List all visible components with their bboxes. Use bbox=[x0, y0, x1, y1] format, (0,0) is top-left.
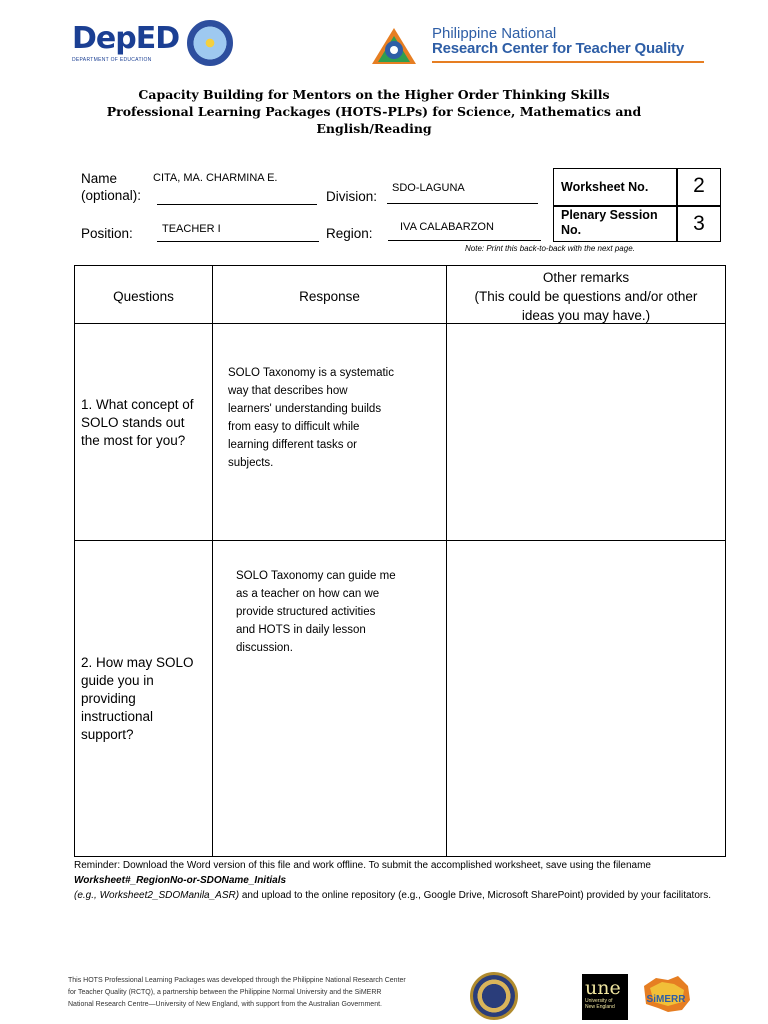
region-value: IVA CALABARZON bbox=[400, 221, 494, 233]
reminder-text: Reminder: Download the Word version of this file and work offline. To submit the accomplished worksheet, save using the filename Worksheet#_RegionNo-or-SDOName_Initials (e.g., Worksheet2_SDOManila_ASR) and upload to the online repository (e.g., Google Drive, Microsoft SharePoint) provided by your facilitators. bbox=[74, 860, 711, 901]
worksheet-label: Worksheet No. bbox=[561, 180, 649, 194]
division-label: Division: bbox=[326, 189, 378, 204]
position-underline bbox=[157, 241, 319, 242]
plenary-label: Plenary Session No. bbox=[561, 208, 658, 237]
rctq-divider bbox=[432, 61, 704, 63]
filename-example: (e.g., Worksheet2_SDOManila_ASR) bbox=[74, 890, 240, 901]
title-line-2: Professional Learning Packages (HOTS-PLPs) for Science, Mathematics and bbox=[106, 104, 642, 119]
deped-wordmark: DepED bbox=[72, 21, 180, 56]
footer-credits: This HOTS Professional Learning Packages was developed through the Philippine National Research Center for Teacher Quality (RCTQ), a partnership between the Philippine Normal University and the SiMERR National Research Centre—University of New England, with support from the Australian Government. bbox=[68, 977, 406, 1008]
position-value: TEACHER I bbox=[162, 223, 221, 235]
document-title bbox=[70, 86, 678, 137]
print-note: Note: Print this back-to-back with the next page. bbox=[465, 244, 635, 253]
simerr-logo-icon bbox=[638, 972, 694, 1018]
rctq-logo-icon bbox=[370, 26, 418, 66]
une-wordmark: une bbox=[585, 977, 621, 999]
filename-format: Worksheet#_RegionNo-or-SDOName_Initials bbox=[74, 875, 287, 886]
header-response: Response bbox=[299, 289, 360, 304]
header-questions: Questions bbox=[113, 289, 174, 304]
name-label: Name (optional): bbox=[81, 171, 142, 203]
rctq-name-line2: Research Center for Teacher Quality bbox=[432, 40, 684, 57]
response-1[interactable]: SOLO Taxonomy is a systematic way that describes how learners' understanding builds from easy to difficult while learning different tasks or subjects. bbox=[228, 367, 394, 469]
deped-seal-icon bbox=[187, 20, 233, 66]
plenary-number: 3 bbox=[693, 212, 705, 235]
division-value: SDO-LAGUNA bbox=[392, 182, 465, 194]
worksheet-number: 2 bbox=[693, 174, 705, 197]
question-1: 1. What concept of SOLO stands out the most for you? bbox=[81, 397, 194, 448]
pnu-seal-icon bbox=[470, 972, 518, 1020]
deped-subtitle: DEPARTMENT OF EDUCATION bbox=[72, 57, 152, 63]
deped-logo bbox=[72, 21, 180, 68]
name-value: CITA, MA. CHARMINA E. bbox=[153, 172, 278, 184]
simerr-label: SiMERR bbox=[646, 994, 686, 1005]
name-underline bbox=[157, 204, 317, 205]
region-underline bbox=[388, 240, 541, 241]
position-label: Position: bbox=[81, 226, 133, 241]
question-2: 2. How may SOLO guide you in providing instructional support? bbox=[81, 655, 194, 742]
title-line-1: Capacity Building for Mentors on the Higher Order Thinking Skills bbox=[138, 87, 610, 102]
response-2[interactable]: SOLO Taxonomy can guide me as a teacher on how can we provide structured activities and HOTS in daily lesson discussion. bbox=[236, 570, 396, 654]
une-logo: une University of New England bbox=[582, 974, 628, 1020]
region-label: Region: bbox=[326, 226, 373, 241]
header-remarks: Other remarks (This could be questions and/or other ideas you may have.) bbox=[474, 270, 698, 323]
title-line-3: English/Reading bbox=[316, 121, 432, 136]
worksheet-box bbox=[553, 168, 721, 242]
rctq-name-line1: Philippine National bbox=[432, 25, 557, 42]
worksheet-table bbox=[74, 265, 726, 857]
division-underline bbox=[387, 203, 538, 204]
